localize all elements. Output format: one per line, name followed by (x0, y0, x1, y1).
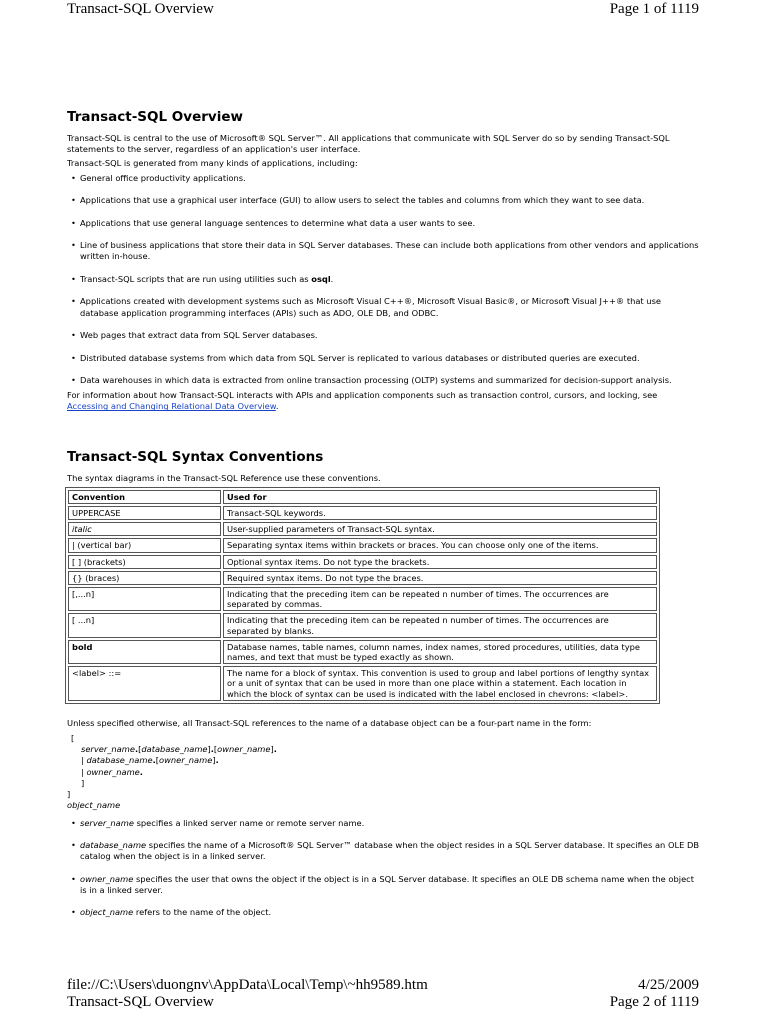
table-row: <label> ::= The name for a block of syntax. This convention is used to group and label portions of lengthy syntax or a unit of syntax that can be used in more than one place within a statement. Each location in which the block of syntax can be used is indicated with the label enclosed in chevrons: <label>. (68, 666, 657, 701)
name-part-list (67, 818, 700, 919)
document-body: Transact-SQL Overview Transact-SQL is central to the use of Microsoft® SQL Server™. All applications that communicate with SQL Server do so by sending Transact-SQL statements to the server, regardless of an application's user interface. Transact-SQL is generated from many kinds of applications, including: • General office productivity applications. • Applications that use a graphical user interface (GUI) to allow users to select the tables and columns from which they want to see data. • Applications that use general language sentences to determine what data a user wants to see. • Line of business applications that store their data in SQL Server databases. These can include both applications from other vendors and applications written in-house. • Transact-SQL scripts that are run using utilities such as osql. • Applications created with development systems such as Microsoft Visual C++®, Microsoft Visual Basic®, or Microsoft Visual J++® that use database application programming interfaces (APIs) such as ADO, OLE DB, and ODBC. • Web pages that extract data from SQL Server databases. • Distributed database systems from which data from SQL Server is replicated to various databases or distributed queries are executed. • Data warehouses in which data is extracted from online transaction processing (OLTP) systems and summarized for decision-support analysis. For information about how Transact-SQL interacts with APIs and application components such as transaction control, cursors, and locking, see Accessing and Changing Relational Data Overview. Transact-SQL Syntax Conventions The syntax diagrams in the Transact-SQL Reference use these conventions. Convention Used for UPPERCASE Transact-SQL keywords. italic User-supplied parameters of Transact-SQL syntax. | (vertical bar) Separating syntax items within brackets or braces. You can choose only one of the items. [ ] (brackets) Optional syntax items. Do not type the brackets. {} (braces) Required syntax items. Do not type the braces. [,...n] Indicating that the preceding item can be repeated n number of times. The occurrences are separated by commas. [ ...n] Indicating that the preceding item can be repeated n number of times. The occurrences are separated by blanks. bold Database names, table names, column names, index names, stored procedures, utilities, data type names, and text that must be typed exactly as shown. <label> ::= The name for a block of syntax. This convention is used to group and label portions of lengthy syntax or a unit of syntax that can be used in more than one place within a statement. Each location in which the block of syntax can be used is indicated with the label enclosed in chevrons: <label>. Unless specified otherwise, all Transact-SQL references to the name of a database object can be a four-part name in the form: [ server_name.[database_name].[owner_name]. | database_name.[owner_name]. | owner_name. ] ] object_name • server_name specifies a linked server name or remote server name. • database_name specifies the name of a Microsoft® SQL Server™ database when the object resides in a SQL Server database. It specifies an OLE DB catalog when the object is in a linked server. • owner_name specifies the user that owns the object if the object is in a SQL Server database. It specifies an OLE DB schema name when the object is in a linked server. • object_name refers to the name of the object. (67, 109, 700, 918)
footer-date: 4/25/2009 (638, 977, 699, 993)
object-name-term: object_name (67, 800, 121, 811)
overview-lead: Transact-SQL is generated from many kinds of applications, including: (67, 158, 358, 169)
table-row: | (vertical bar) Separating syntax items within brackets or braces. You can choose only one of the items. (68, 538, 657, 552)
list-item: • Applications that use general language sentences to determine what data a user wants to see. (71, 217, 476, 228)
application-list (67, 173, 700, 387)
osql-keyword: osql (311, 273, 331, 284)
page-header-title: Transact-SQL Overview (67, 1, 214, 17)
table-row: UPPERCASE Transact-SQL keywords. (68, 506, 657, 520)
footer-file-path: file://C:\Users\duongnv\AppData\Local\Temp\~hh9589.htm (67, 977, 428, 993)
section-heading-syntax: Transact-SQL Syntax Conventions (67, 448, 324, 465)
list-item: • Transact-SQL scripts that are run using utilities such as osql. (71, 273, 334, 284)
footer-page-number: Page 2 of 1119 (609, 994, 699, 1010)
table-header-row (68, 490, 657, 504)
column-header-used-for: Used for (223, 490, 657, 504)
table-row: [ ...n] Indicating that the preceding item can be repeated n number of times. The occurrences are separated by blanks. (68, 613, 657, 637)
list-item: • Applications that use a graphical user interface (GUI) to allow users to select the tables and columns from which they want to see data. (71, 195, 645, 206)
overview-intro: Transact-SQL is central to the use of Microsoft® SQL Server™. All applications that communicate with SQL Server do so by sending Transact-SQL statements to the server, regardless of an application's user interface. (67, 133, 670, 155)
section-heading-overview: Transact-SQL Overview (67, 109, 243, 125)
list-item: • Web pages that extract data from SQL Server databases. (71, 330, 318, 341)
list-item: • General office productivity applications. (71, 172, 246, 183)
table-row: italic User-supplied parameters of Transact-SQL syntax. (68, 522, 657, 536)
relational-data-overview-link[interactable]: Accessing and Changing Relational Data Overview (67, 401, 276, 412)
column-header-convention: Convention (68, 490, 221, 504)
list-item: • Distributed database systems from which data from SQL Server is replicated to various databases or distributed queries are executed. (71, 352, 640, 363)
page-header-number: Page 1 of 1119 (609, 1, 699, 17)
table-row: [ ] (brackets) Optional syntax items. Do not type the brackets. (68, 555, 657, 569)
conventions-table (65, 487, 660, 704)
four-part-name-text: Unless specified otherwise, all Transact-SQL references to the name of a database object can be a four-part name in the form: (67, 717, 592, 728)
more-info-text: For information about how Transact-SQL interacts with APIs and application components such as transaction control, cursors, and locking, see Accessing and Changing Relational Data Overview. (67, 390, 658, 412)
list-item: • owner_name specifies the user that owns the object if the object is in a SQL Server database. It specifies an OLE DB schema name when the object is in a linked server. (71, 873, 694, 895)
list-item: • object_name refers to the name of the object. (71, 907, 272, 918)
footer-title: Transact-SQL Overview (67, 994, 214, 1010)
table-row: bold Database names, table names, column names, index names, stored procedures, utilities, data type names, and text that must be typed exactly as shown. (68, 640, 657, 664)
list-item: • Applications created with development systems such as Microsoft Visual C++®, Microsoft Visual Basic®, or Microsoft Visual J++® that use database application programming interfaces (APIs) such as ADO, OLE DB, and ODBC. (71, 296, 661, 318)
syntax-intro: The syntax diagrams in the Transact-SQL Reference use these conventions. (67, 472, 381, 483)
list-item: • Data warehouses in which data is extracted from online transaction processing (OLTP) systems and summarized for decision-support analysis. (71, 375, 672, 386)
list-item: • database_name specifies the name of a Microsoft® SQL Server™ database when the object resides in a SQL Server database. It specifies an OLE DB catalog when the object is in a linked server. (71, 840, 700, 862)
table-row: [,...n] Indicating that the preceding item can be repeated n number of times. The occurrences are separated by commas. (68, 587, 657, 611)
list-item: • server_name specifies a linked server name or remote server name. (71, 817, 365, 828)
list-item: • Line of business applications that store their data in SQL Server databases. These can include both applications from other vendors and applications written in-house. (71, 240, 699, 262)
table-row: {} (braces) Required syntax items. Do not type the braces. (68, 571, 657, 585)
four-part-name-syntax: [ server_name.[database_name].[owner_name]. | database_name.[owner_name]. | owner_name. ] (71, 733, 277, 788)
